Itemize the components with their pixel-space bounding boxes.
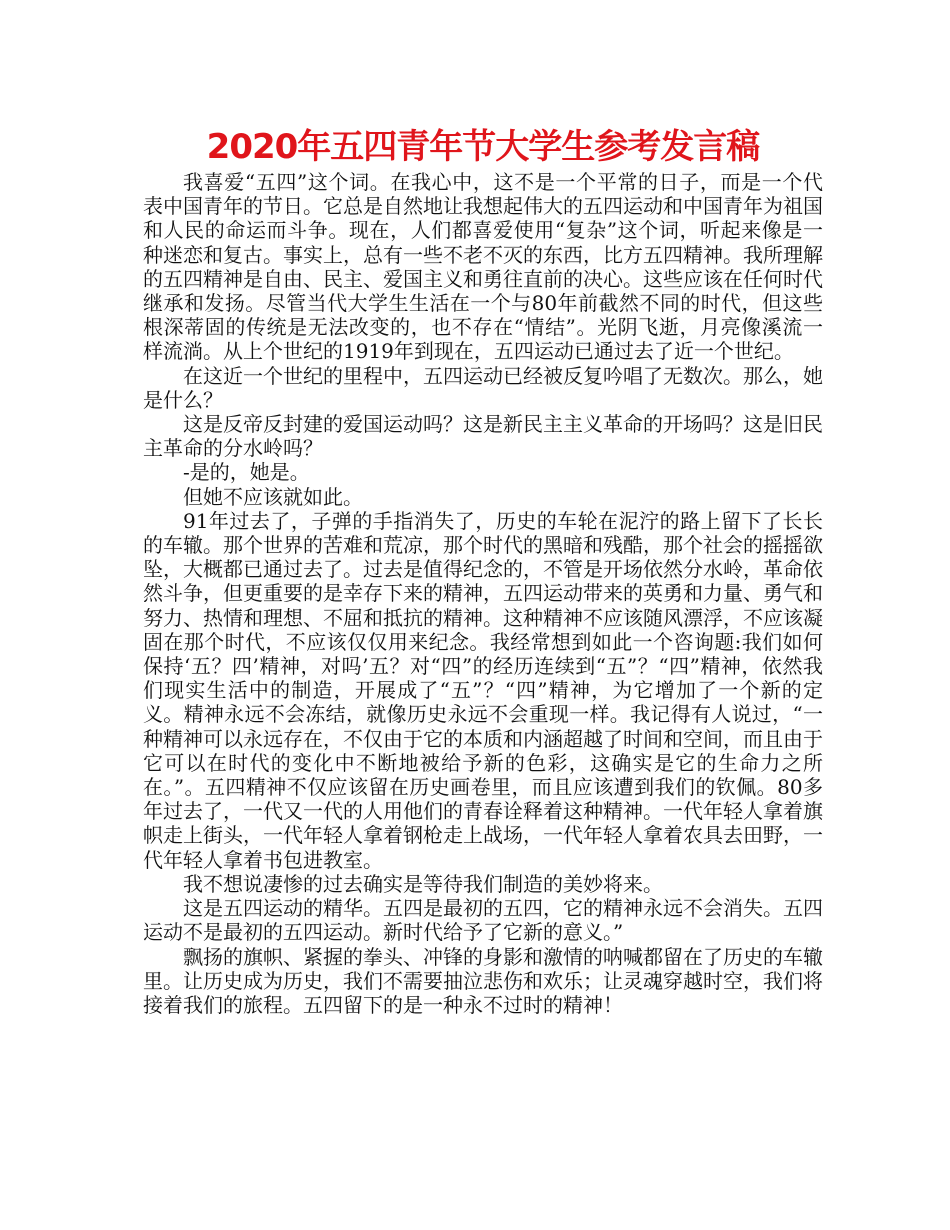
document-title: 2020年五四青年节大学生参考发言稿 [206, 127, 760, 167]
paragraph-4: -是的，她是。 [183, 460, 310, 485]
document-page [143, 124, 823, 1017]
paragraph-9: 飘扬的旗帜、紧握的拳头、冲锋的身影和激情的呐喊都留在了历史的车辙里。让历史成为历史，我们不需要抽泣悲伤和欢乐；让灵魂穿越时空，我们将接着我们的旅程。五四留下的是一种永不过时的精神！ [143, 944, 823, 1017]
paragraph-5: 但她不应该就如此。 [183, 484, 363, 509]
paragraph-2: 在这近一个世纪的里程中，五四运动已经被反复吟唱了无数次。那么，她是什么？ [143, 363, 823, 412]
paragraph-1: 我喜爱“五四”这个词。在我心中，这不是一个平常的日子，而是一个代表中国青年的节日。它总是自然地让我想起伟大的五四运动和中国青年为祖国和人民的命运而斗争。现在，人们都喜爱使用“复杂”这个词，听起来像是一种迷恋和复古。事实上，总有一些不老不灭的东西，比方五四精神。我所理解的五四精神是自由、民主、爱国主义和勇往直前的决心。这些应该在任何时代继承和发扬。尽管当代大学生生活在一个与80年前截然不同的时代，但这些根深蒂固的传统是无法改变的，也不存在“情结”。光阴飞逝，月亮像溪流一样流淌。从上个世纪的1919年到现在，五四运动已通过去了近一个世纪。 [143, 170, 823, 364]
paragraph-6: 91年过去了，子弹的手指消失了，历史的车轮在泥泞的路上留下了长长的车辙。那个世界的苦难和荒凉，那个时代的黑暗和残酷，那个社会的摇摇欲坠，大概都已通过去了。过去是值得纪念的，不管是开场依然分水岭，革命依然斗争，但更重要的是幸存下来的精神，五四运动带来的英勇和力量、勇气和努力、热情和理想、不屈和抵抗的精神。这种精神不应该随风漂浮，不应该凝固在那个时代，不应该仅仅用来纪念。我经常想到如此一个咨询题:我们如何保持‘五？四’精神，对吗’五？对“四”的经历连续到“五”？“四”精神，依然我们现实生活中的制造，开展成了“五”？“四”精神，为它增加了一个新的定义。精神永远不会冻结，就像历史永远不会重现一样。我记得有人说过，“一种精神可以永远存在，不仅由于它的本质和内涵超越了时间和空间，而且由于它可以在时代的变化中不断地被给予新的色彩，这确实是它的生命力之所在。”。五四精神不仅应该留在历史画卷里，而且应该遭到我们的钦佩。80多年过去了，一代又一代的人用他们的青春诠释着这种精神。一代年轻人拿着旗帜走上街头，一代年轻人拿着钢枪走上战场，一代年轻人拿着农具去田野，一代年轻人拿着书包进教室。 [143, 508, 823, 872]
document-body [143, 170, 823, 1017]
paragraph-7: 我不想说凄惨的过去确实是等待我们制造的美妙将来。 [183, 871, 663, 896]
paragraph-8: 这是五四运动的精华。五四是最初的五四，它的精神永远不会消失。五四运动不是最初的五四运动。新时代给予了它新的意义。” [143, 896, 823, 945]
paragraph-3: 这是反帝反封建的爱国运动吗？这是新民主主义革命的开场吗？这是旧民主革命的分水岭吗？ [143, 412, 823, 461]
